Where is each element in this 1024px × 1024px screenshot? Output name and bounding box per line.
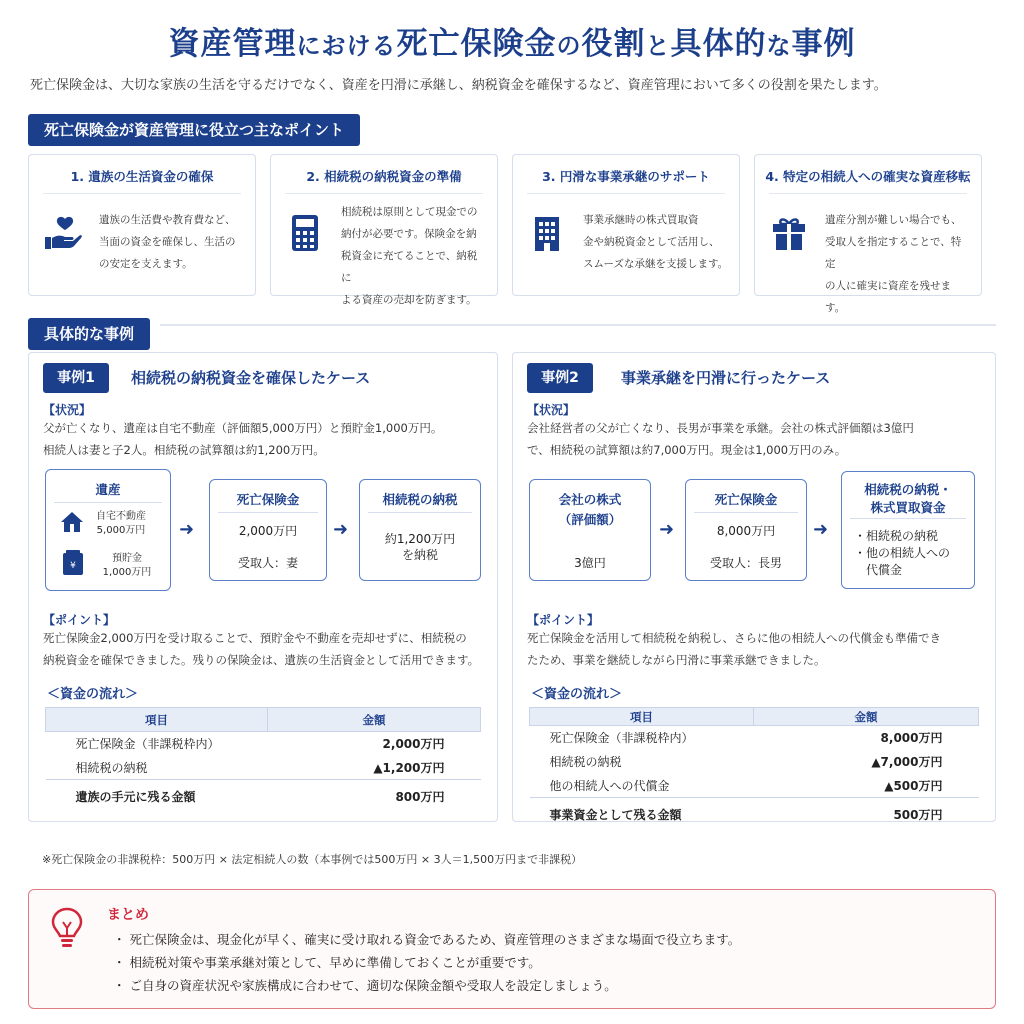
table-row: 他の相続人への代償金 ▲500万円 xyxy=(549,778,943,793)
estate-box: 遺産 自宅不動産 5,000万円 ¥ 預貯金 1,000万円 xyxy=(45,469,171,591)
house-icon xyxy=(60,510,84,538)
table-row: 死亡保険金（非課税枠内） 2,000万円 xyxy=(75,737,445,752)
company-stock-box: 会社の株式 （評価額） 3億円 xyxy=(529,479,651,581)
point-card-4: 4. 特定の相続人への確実な資産移転 遺産分割が難しい場合でも、 受取人を指定することで、特定 の人に確実に資産を残せます。 xyxy=(754,154,982,296)
case-2-panel: 事例2 事業承継を円滑に行ったケース 【状況】 会社経営者の父が亡くなり、長男が事業を承継。会社の株式評価額は3億円 で、相続税の試算額は約7,000万円。現金は1,000万円のみ。 会社の株式 （評価額） 3億円 ➜ 死亡保険金 8,000万円 受取人：長男 ➜ 相続税の納税・ 株式買取資金 ・相続税の納税 ・他の相続人への 代償金 【ポイント】 死亡保険金を活用して相続税を納税し、さらに他の相続人への代償金も準備でき たため、事業を継続しながら円滑に事業承継できました。 ＜資金の流れ＞ 項目 金額 死亡保険金（非課税枠内） 8,000万円 相続税の納税 ▲7,000万円 他の相続人への代償金 ▲500万円 事業資金として残る金額 500万円 xyxy=(512,352,996,822)
summary-title: まとめ xyxy=(107,907,149,923)
hand-heart-icon xyxy=(43,213,83,253)
summary-line: ・ ご自身の資産状況や家族構成に合わせて、適切な保険金額や受取人を設定しましょう。 xyxy=(113,978,617,993)
case-1-panel: 事例1 相続税の納税資金を確保したケース 【状況】 父が亡くなり、遺産は自宅不動産（評価額5,000万円）と預貯金1,000万円。 相続人は妻と子2人。相続税の試算額は約1,200万円。 遺産 自宅不動産 5,000万円 ¥ 預貯金 1,000万円 ➜ 死亡保険金 2,000万円 受取人：妻 ➜ 相続税の納税 約1,200万円 を納税 【ポイント】 死亡保険金2,000万円を受け取ることで、預貯金や不動産を売却せずに、相続税の 納税資金を確保できました。残りの保険金は、遺族の生活資金として活用できます。 ＜資金の流れ＞ 項目 金額 死亡保険金（非課税枠内） 2,000万円 相続税の納税 ▲1,200万円 遺族の手元に残る金額 800万円 xyxy=(28,352,498,822)
point-card-1: 1. 遺族の生活資金の確保 遺族の生活費や教育費など、 当面の資金を確保し、生活の の安定を支えます。 xyxy=(28,154,256,296)
svg-text:¥: ¥ xyxy=(70,561,76,571)
case-title: 相続税の納税資金を確保したケース xyxy=(131,369,371,387)
tax-payment-box: 相続税の納税 約1,200万円 を納税 xyxy=(359,479,481,581)
insurance-box: 死亡保険金 8,000万円 受取人：長男 xyxy=(685,479,807,581)
point-card-2: 2. 相続税の納税資金の準備 相続税は原則として現金での 納付が必要です。保険金を納 税資金に充てることで、納税に よる資産の売却を防ぎます。 xyxy=(270,154,498,296)
cases-section-heading: 具体的な事例 xyxy=(28,318,150,350)
table-total-row: 遺族の手元に残る金額 800万円 xyxy=(46,780,481,814)
case-situation: 父が亡くなり、遺産は自宅不動産（評価額5,000万円）と預貯金1,000万円。 相続人は妻と子2人。相続税の試算額は約1,200万円。 xyxy=(43,421,443,457)
table-row: 相続税の納税 ▲1,200万円 xyxy=(75,760,445,775)
summary-line: ・ 死亡保険金は、現金化が早く、確実に受け取れる資金であるため、資産管理のさまざまな場面で役立ちます。 xyxy=(113,932,741,947)
gift-icon xyxy=(769,213,809,253)
table-row: 死亡保険金（非課税枠内） 8,000万円 xyxy=(549,731,943,746)
insurance-box: 死亡保険金 2,000万円 受取人：妻 xyxy=(209,479,327,581)
fund-flow-table: 項目 金額 死亡保険金（非課税枠内） 2,000万円 相続税の納税 ▲1,200万円 遺族の手元に残る金額 800万円 xyxy=(45,707,481,814)
case-badge: 事例1 xyxy=(43,363,109,393)
lightbulb-icon xyxy=(49,906,85,954)
point-card-title: 1. 遺族の生活資金の確保 xyxy=(70,169,214,184)
point-card-title: 2. 相続税の納税資金の準備 xyxy=(306,169,462,184)
case-point: 死亡保険金を活用して相続税を納税し、さらに他の相続人への代償金も準備でき たため、事業を継続しながら円滑に事業承継できました。 xyxy=(527,631,941,667)
point-card-title: 4. 特定の相続人への確実な資産移転 xyxy=(765,169,971,184)
summary-line: ・ 相続税対策や事業承継対策として、早めに準備しておくことが重要です。 xyxy=(113,955,541,970)
points-section-heading: 死亡保険金が資産管理に役立つ主なポイント xyxy=(28,114,360,146)
arrow-right-icon: ➜ xyxy=(659,519,675,540)
tax-and-buyback-box: 相続税の納税・ 株式買取資金 ・相続税の納税 ・他の相続人への 代償金 xyxy=(841,471,975,589)
case-title: 事業承継を円滑に行ったケース xyxy=(621,369,831,387)
intro-text: 死亡保険金は、大切な家族の生活を守るだけでなく、資産を円滑に承継し、納税資金を確保するなど、資産管理において多くの役割を果たします。 xyxy=(30,78,887,93)
case-situation: 会社経営者の父が亡くなり、長男が事業を承継。会社の株式評価額は3億円 で、相続税の試算額は約7,000万円。現金は1,000万円のみ。 xyxy=(527,421,914,457)
building-icon xyxy=(527,213,567,253)
arrow-right-icon: ➜ xyxy=(333,519,349,540)
bankbook-icon xyxy=(62,550,84,580)
calculator-icon xyxy=(285,213,325,253)
arrow-right-icon: ➜ xyxy=(813,519,829,540)
fund-flow-table: 項目 金額 死亡保険金（非課税枠内） 8,000万円 相続税の納税 ▲7,000万円 他の相続人への代償金 ▲500万円 事業資金として残る金額 500万円 xyxy=(529,707,979,832)
arrow-right-icon: ➜ xyxy=(179,519,195,540)
page-title: 資産管理における死亡保険金の役割と具体的な事例 xyxy=(168,26,856,62)
summary-box xyxy=(28,889,996,1009)
tax-exemption-note: ※死亡保険金の非課税枠：500万円 × 法定相続人の数（本事例では500万円 × 3人＝1,500万円まで非課税） xyxy=(42,853,583,866)
table-total-row: 事業資金として残る金額 500万円 xyxy=(530,798,979,832)
case-point: 死亡保険金2,000万円を受け取ることで、預貯金や不動産を売却せずに、相続税の 納税資金を確保できました。残りの保険金は、遺族の生活資金として活用できます。 xyxy=(43,631,480,667)
point-card-3: 3. 円滑な事業承継のサポート 事業承継時の株式買取資 金や納税資金として活用し、 スムーズな承継を支援します。 xyxy=(512,154,740,296)
point-card-title: 3. 円滑な事業承継のサポート xyxy=(542,169,710,184)
table-row: 相続税の納税 ▲7,000万円 xyxy=(549,755,943,769)
case-badge: 事例2 xyxy=(527,363,593,393)
